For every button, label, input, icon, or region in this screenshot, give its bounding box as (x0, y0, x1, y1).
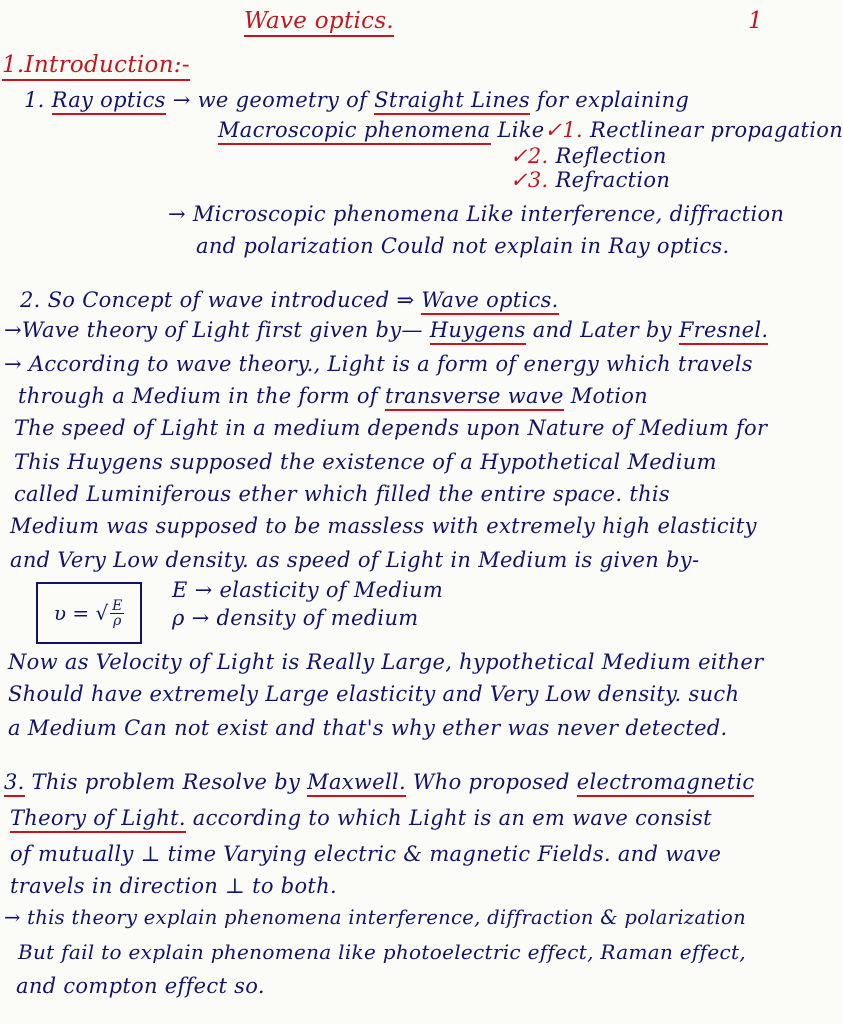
maxwell-according: according to which Light is an em wave consist (185, 806, 712, 830)
formula-denominator: ρ (113, 612, 122, 629)
wave-line-7: called Luminiferous ether which filled the entire space. this (14, 482, 670, 506)
section-heading-text: 1.Introduction:- (2, 52, 190, 81)
ray-like: Like (490, 118, 545, 142)
maxwell-line-7: and compton effect so. (16, 974, 265, 998)
transverse-wave-term: transverse wave (385, 384, 564, 411)
ray-item-2 (510, 144, 667, 168)
maxwell-line-3: of mutually ⊥ time Varying electric & magnetic Fields. and wave (10, 842, 722, 866)
section-heading (2, 52, 190, 78)
maxwell-line-6: But fail to explain phenomena like photoelectric effect, Raman effect, (18, 940, 746, 964)
maxwell-number: 3. (4, 770, 25, 797)
ray-rectilinear: Rectlinear propagation (583, 118, 843, 142)
maxwell-line-4: travels in direction ⊥ to both. (10, 874, 337, 898)
wave-line-4 (18, 384, 648, 408)
formula-lhs: υ = √ (53, 601, 109, 625)
velocity-formula-box (36, 582, 142, 644)
fresnel-name: Fresnel. (679, 318, 769, 345)
now-line-3: a Medium Can not exist and that's why ether was never detected. (8, 716, 728, 740)
ray-text-c: for explaining (529, 88, 690, 112)
wave-line-9: and Very Low density. as speed of Light in Medium is given by- (10, 548, 700, 572)
electromagnetic-term: electromagnetic (577, 770, 755, 797)
formula-fraction (110, 599, 124, 628)
maxwell-resolve: This problem Resolve by (24, 770, 308, 794)
theory-of-light-term: Theory of Light. (10, 806, 186, 833)
ray-number: 1. (24, 88, 45, 112)
maxwell-line-1 (4, 770, 754, 794)
ray-micro-1: → Microscopic phenomena Like interference, diffraction (168, 202, 785, 226)
wave-line-8: Medium was supposed to be massless with extremely high elasticity (10, 514, 757, 538)
wave-through: through a Medium in the form of (18, 384, 385, 408)
page-title-text: Wave optics. (244, 8, 394, 37)
maxwell-proposed: Who proposed (405, 770, 577, 794)
tick-icon: ✓3. (510, 168, 549, 192)
formula-rho-def: ρ → density of medium (172, 606, 419, 630)
ray-refraction: Refraction (548, 168, 671, 192)
wave-line-5: The speed of Light in a medium depends upon Nature of Medium for (14, 416, 768, 440)
ray-term: Ray optics (52, 88, 166, 115)
ray-reflection: Reflection (548, 144, 667, 168)
ray-text-a: → we geometry of (172, 88, 375, 112)
wave-optics-term: Wave optics. (421, 288, 558, 315)
page-title (244, 8, 394, 34)
ray-line-1 (24, 88, 689, 112)
formula-numerator: E (112, 597, 123, 614)
formula-e-def: E → elasticity of Medium (172, 578, 444, 602)
wave-theory-first: →Wave theory of Light first given by— (4, 318, 430, 342)
wave-line-2 (4, 318, 768, 342)
huygens-name: Huygens (430, 318, 526, 345)
page-number: 1 (748, 8, 763, 34)
wave-motion: Motion (563, 384, 648, 408)
maxwell-line-2 (10, 806, 712, 830)
tick-icon: ✓1. (544, 118, 584, 142)
wave-line-6: This Huygens supposed the existence of a Hypothetical Medium (14, 450, 717, 474)
ray-line-2 (218, 118, 843, 142)
wave-later: and Later by (525, 318, 679, 342)
ray-micro-2: and polarization Could not explain in Ray optics. (196, 234, 730, 258)
ray-macroscopic: Macroscopic phenomena (218, 118, 491, 145)
wave-line-1 (20, 288, 559, 312)
wave-line-3: → According to wave theory., Light is a form of energy which travels (4, 352, 753, 376)
now-line-1: Now as Velocity of Light is Really Large, hypothetical Medium either (8, 650, 764, 674)
wave-intro: 2. So Concept of wave introduced ⇒ (20, 288, 422, 312)
tick-icon: ✓2. (510, 144, 549, 168)
ray-straight-lines: Straight Lines (374, 88, 530, 115)
ray-item-3 (510, 168, 670, 192)
maxwell-line-5: → this theory explain phenomena interference, diffraction & polarization (4, 906, 746, 929)
now-line-2: Should have extremely Large elasticity and Very Low density. such (8, 682, 740, 706)
maxwell-name: Maxwell. (307, 770, 406, 797)
